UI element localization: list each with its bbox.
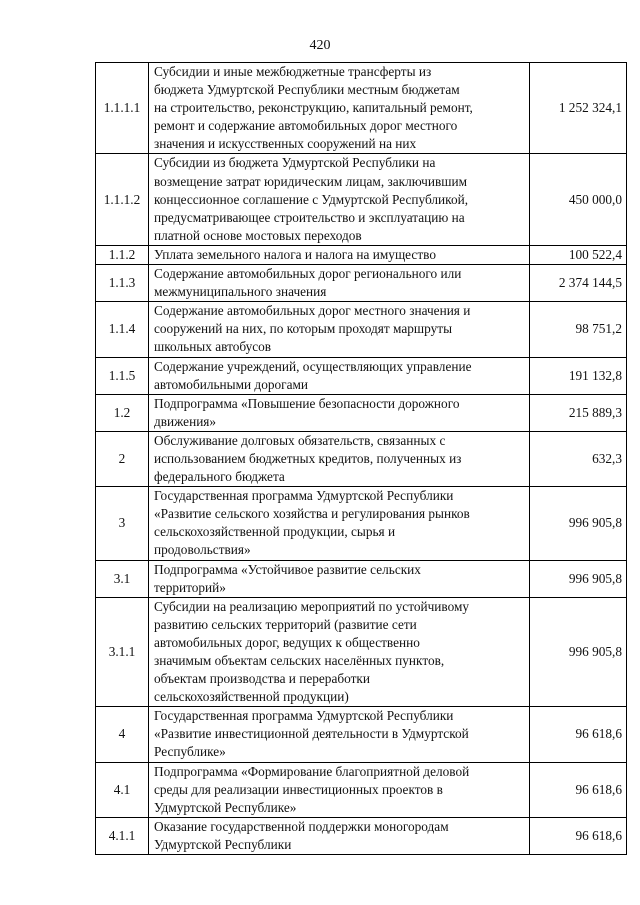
description-line: ремонт и содержание автомобильных дорог местного xyxy=(154,118,458,134)
row-amount: 215 889,3 xyxy=(530,394,627,431)
table-row xyxy=(96,560,627,597)
description-line: использованием бюджетных кредитов, полученных из xyxy=(154,450,462,466)
row-amount: 98 751,2 xyxy=(530,302,627,357)
table-row xyxy=(96,762,627,817)
budget-table xyxy=(95,62,627,855)
description-line: межмуниципального значения xyxy=(154,284,327,300)
row-description xyxy=(149,302,530,357)
row-description xyxy=(149,762,530,817)
row-description xyxy=(149,817,530,854)
table-row xyxy=(96,245,627,264)
row-code: 3 xyxy=(96,487,149,560)
description-line: федерального бюджета xyxy=(154,469,285,485)
table-row xyxy=(96,394,627,431)
row-code: 2 xyxy=(96,431,149,486)
row-amount: 996 905,8 xyxy=(530,560,627,597)
description-line: Подпрограмма «Формирование благоприятной деловой xyxy=(154,763,470,779)
page-number: 420 xyxy=(309,38,331,53)
description-line: Содержание учреждений, осуществляющих управление xyxy=(154,358,472,374)
description-line: Субсидии и иные межбюджетные трансферты из xyxy=(154,64,432,79)
row-code: 1.1.3 xyxy=(96,265,149,302)
row-code: 1.1.4 xyxy=(96,302,149,357)
row-code: 4.1.1 xyxy=(96,817,149,854)
description-line: бюджета Удмуртской Республики местным бюджетам xyxy=(154,82,460,98)
row-description xyxy=(149,431,530,486)
row-amount: 96 618,6 xyxy=(530,762,627,817)
description-line: Уплата земельного налога и налога на имущество xyxy=(154,246,436,262)
budget-table-body xyxy=(96,63,627,855)
row-description xyxy=(149,394,530,431)
row-amount: 1 252 324,1 xyxy=(530,63,627,154)
table-row xyxy=(96,817,627,854)
row-description xyxy=(149,63,530,154)
description-line: концессионное соглашение с Удмуртской Республикой, xyxy=(154,191,469,207)
description-line: Субсидии из бюджета Удмуртской Республики на xyxy=(154,155,436,171)
description-line: продовольствия» xyxy=(154,542,251,558)
description-line: автомобильными дорогами xyxy=(154,376,309,392)
row-amount: 632,3 xyxy=(530,431,627,486)
description-line: Подпрограмма «Устойчивое развитие сельских xyxy=(154,561,421,577)
table-row xyxy=(96,357,627,394)
description-line: движения» xyxy=(154,413,217,429)
description-line: школьных автобусов xyxy=(154,339,272,355)
row-amount: 100 522,4 xyxy=(530,245,627,264)
row-code: 1.1.5 xyxy=(96,357,149,394)
description-line: платной основе мостовых переходов xyxy=(154,227,362,243)
row-description xyxy=(149,487,530,560)
description-line: Обслуживание долговых обязательств, связанных с xyxy=(154,432,446,448)
description-line: Государственная программа Удмуртской Республики xyxy=(154,708,454,724)
row-code: 1.1.2 xyxy=(96,245,149,264)
row-code: 3.1 xyxy=(96,560,149,597)
description-line: развитию сельских территорий (развитие сети xyxy=(154,616,417,632)
description-line: автомобильных дорог, ведущих к общественно xyxy=(154,634,420,650)
description-line: Оказание государственной поддержки моногородам xyxy=(154,818,449,834)
description-line: на строительство, реконструкцию, капитальный ремонт, xyxy=(154,100,473,116)
table-row xyxy=(96,265,627,302)
row-description xyxy=(149,357,530,394)
description-line: Субсидии на реализацию мероприятий по устойчивому xyxy=(154,598,470,614)
row-amount: 450 000,0 xyxy=(530,154,627,245)
description-line: сельскохозяйственной продукции) xyxy=(154,689,349,705)
table-row xyxy=(96,431,627,486)
description-line: «Развитие инвестиционной деятельности в Удмуртской xyxy=(154,726,469,742)
row-amount: 191 132,8 xyxy=(530,357,627,394)
row-code: 4 xyxy=(96,707,149,762)
description-line: значения и искусственных сооружений на них xyxy=(154,136,417,152)
row-amount: 2 374 144,5 xyxy=(530,265,627,302)
row-description xyxy=(149,154,530,245)
description-line: возмещение затрат юридическим лицам, заключившим xyxy=(154,173,468,189)
row-amount: 996 905,8 xyxy=(530,597,627,707)
row-description xyxy=(149,597,530,707)
row-code: 1.2 xyxy=(96,394,149,431)
row-description xyxy=(149,707,530,762)
description-line: Содержание автомобильных дорог регионального или xyxy=(154,266,462,282)
description-line: значимым объектам сельских населённых пунктов, xyxy=(154,653,445,668)
table-row xyxy=(96,707,627,762)
description-line: сооружений на них, по которым проходят маршруты xyxy=(154,321,453,337)
table-row xyxy=(96,154,627,245)
description-line: Государственная программа Удмуртской Республики xyxy=(154,488,454,504)
row-code: 4.1 xyxy=(96,762,149,817)
row-description xyxy=(149,245,530,264)
description-line: предусматривающее строительство и эксплуатацию на xyxy=(154,209,465,225)
row-description xyxy=(149,560,530,597)
table-row xyxy=(96,63,627,154)
table-row xyxy=(96,487,627,560)
row-code: 1.1.1.2 xyxy=(96,154,149,245)
description-line: Подпрограмма «Повышение безопасности дорожного xyxy=(154,395,460,411)
description-line: среды для реализации инвестиционных проектов в xyxy=(154,781,443,797)
row-code: 3.1.1 xyxy=(96,597,149,707)
description-line: Удмуртской Республике» xyxy=(154,799,297,815)
row-amount: 96 618,6 xyxy=(530,817,627,854)
description-line: территорий» xyxy=(154,579,226,595)
row-code: 1.1.1.1 xyxy=(96,63,149,154)
description-line: Удмуртской Республики xyxy=(154,836,292,852)
table-row xyxy=(96,597,627,707)
row-amount: 996 905,8 xyxy=(530,487,627,560)
description-line: «Развитие сельского хозяйства и регулирования рынков xyxy=(154,506,470,522)
table-row xyxy=(96,302,627,357)
description-line: сельскохозяйственной продукции, сырья и xyxy=(154,524,396,540)
description-line: объектам производства и переработки xyxy=(154,671,370,687)
row-description xyxy=(149,265,530,302)
row-amount: 96 618,6 xyxy=(530,707,627,762)
description-line: Республике» xyxy=(154,744,226,760)
description-line: Содержание автомобильных дорог местного значения и xyxy=(154,303,471,319)
